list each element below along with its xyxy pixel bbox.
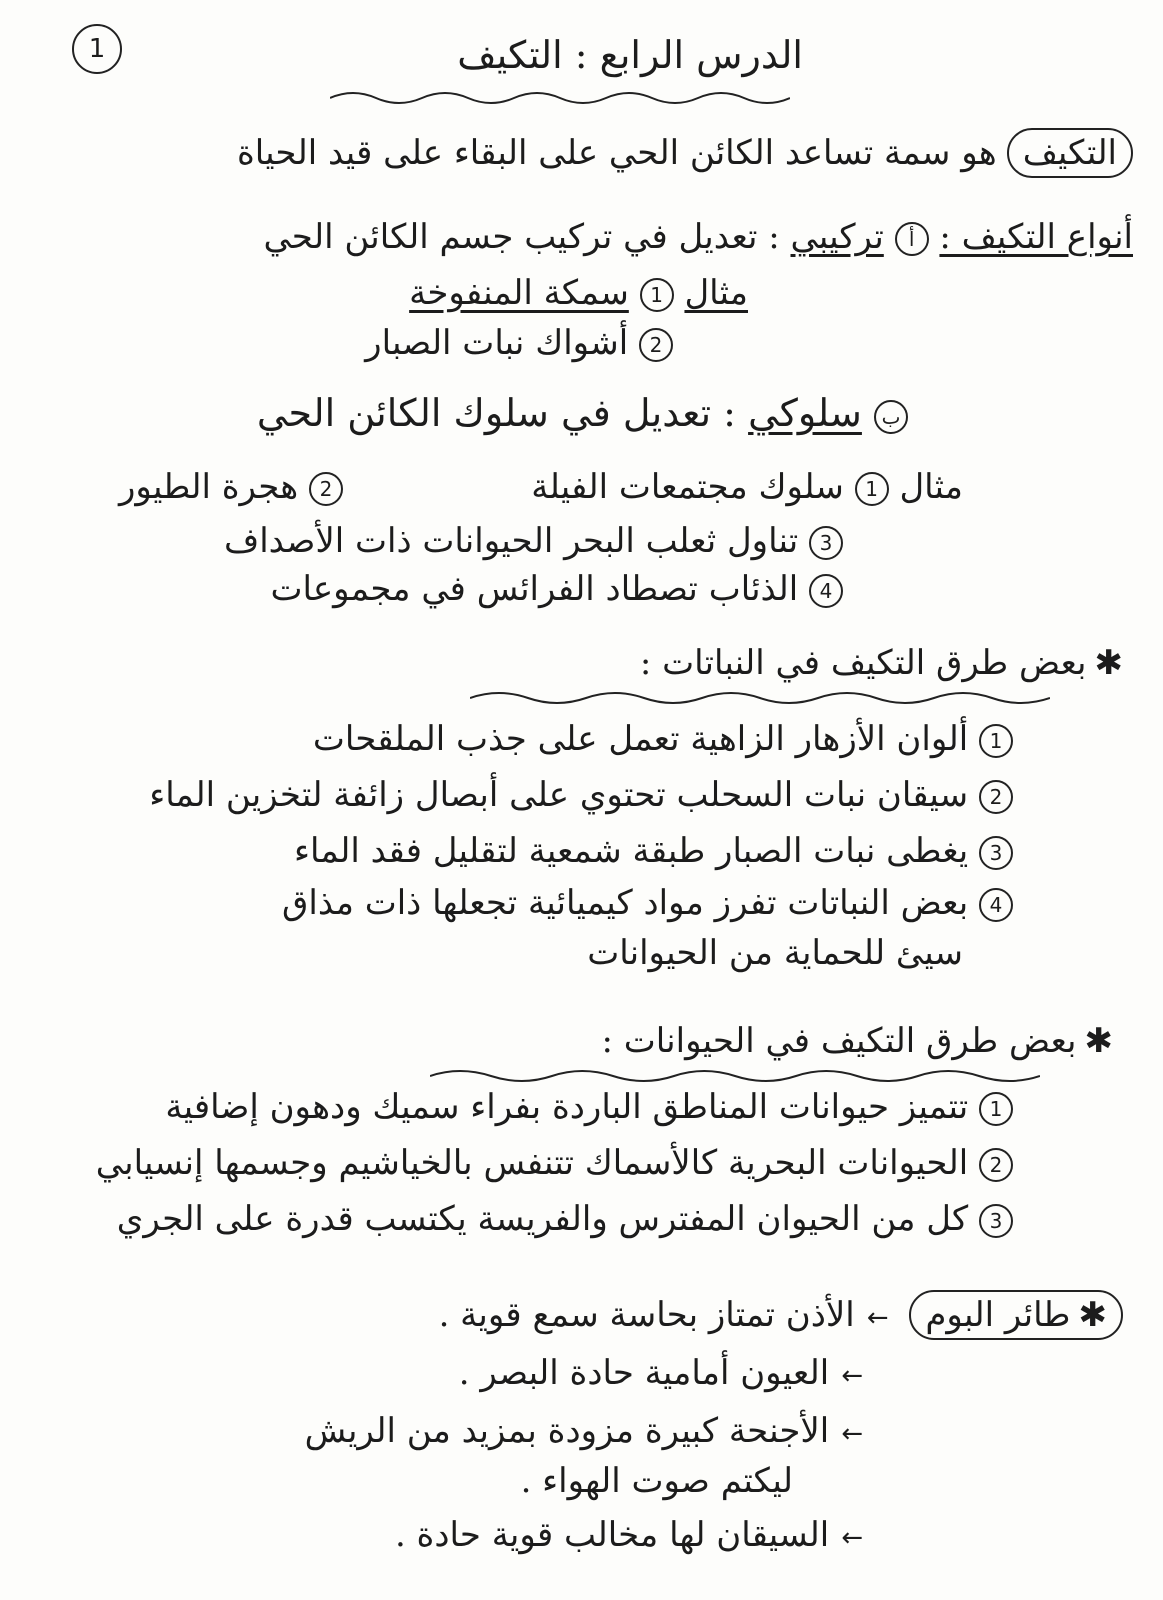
animals-item-2-text: الحيوانات البحرية كالأسماك تتنفس بالخياشيم وجسمها إنسيابي — [95, 1143, 969, 1183]
owl-line-1 — [439, 1290, 1123, 1341]
plants-item-1 — [313, 716, 1013, 762]
plants-heading-line — [640, 640, 1123, 686]
behavioral-example-1-number: 1 — [855, 472, 889, 506]
behavioral-example-2-number: 2 — [309, 472, 343, 506]
animals-item-3-text: كل من الحيوان المفترس والفريسة يكتسب قدرة على الجري — [116, 1199, 969, 1239]
structural-example-1-text: سمكة المنفوخة — [409, 273, 629, 313]
plants-item-4-continuation: سيئ للحماية من الحيوانات — [587, 933, 963, 973]
animals-item-3-number: 3 — [979, 1204, 1013, 1238]
behavioral-example-label: مثال — [899, 467, 963, 507]
plants-item-2 — [149, 772, 1013, 818]
definition-text: هو سمة تساعد الكائن الحي على البقاء على قيد الحياة — [236, 133, 997, 173]
animals-heading-underline — [430, 1066, 1040, 1086]
owl-item-3: الأجنحة كبيرة مزودة بمزيد من الريش — [304, 1411, 830, 1451]
animals-heading-line — [602, 1018, 1113, 1064]
owl-item-4: السيقان لها مخالب قوية حادة . — [394, 1515, 830, 1555]
plants-item-3-number: 3 — [979, 836, 1013, 870]
plants-item-1-number: 1 — [979, 724, 1013, 758]
star-icon: ✱ — [1078, 1295, 1107, 1335]
behavioral-example-1-text: سلوك مجتمعات الفيلة — [531, 467, 844, 507]
plants-heading: بعض طرق التكيف في النباتات : — [639, 643, 1087, 683]
animals-item-2-number: 2 — [979, 1148, 1013, 1182]
owl-label — [909, 1290, 1123, 1340]
definition-term: التكيف — [1007, 128, 1133, 178]
animals-item-1-number: 1 — [979, 1092, 1013, 1126]
types-heading: أنواع التكيف : — [939, 217, 1133, 257]
animals-item-1-text: تتميز حيوانات المناطق الباردة بفراء سميك ودهون إضافية — [165, 1087, 969, 1127]
owl-line-4 — [395, 1512, 863, 1561]
structural-example-2 — [365, 320, 673, 366]
structural-example-2-text: أشواك نبات الصبار — [365, 323, 629, 363]
structural-example-1-number: 1 — [640, 278, 674, 312]
animals-item-2 — [96, 1140, 1013, 1186]
structural-text: : تعديل في تركيب جسم الكائن الحي — [263, 217, 780, 257]
arrow-left-icon: ← — [841, 1523, 863, 1553]
behavioral-example-4-number: 4 — [809, 574, 843, 608]
plants-item-4 — [282, 880, 1013, 926]
plants-heading-underline — [470, 688, 1050, 708]
owl-item-2: العيون أمامية حادة البصر . — [458, 1353, 830, 1393]
owl-label-text: طائر البوم — [925, 1295, 1071, 1335]
behavioral-line — [257, 390, 908, 436]
animals-item-3 — [117, 1196, 1013, 1242]
behavioral-marker: ب — [874, 400, 908, 434]
behavioral-text: : تعديل في سلوك الكائن الحي — [256, 391, 736, 435]
plants-item-4-number: 4 — [979, 888, 1013, 922]
structural-example-1 — [409, 270, 748, 316]
structural-label: تركيبي — [790, 217, 884, 257]
animals-heading: بعض طرق التكيف في الحيوانات : — [601, 1021, 1077, 1061]
page-title: الدرس الرابع : التكيف — [457, 33, 803, 77]
behavioral-example-4-text: الذئاب تصطاد الفرائس في مجموعات — [270, 569, 799, 609]
behavioral-example-2 — [119, 464, 343, 510]
star-icon: ✱ — [1084, 1021, 1113, 1061]
owl-line-3 — [305, 1408, 863, 1457]
behavioral-example-2-text: هجرة الطيور — [118, 467, 299, 507]
structural-example-2-number: 2 — [639, 328, 673, 362]
behavioral-example-3 — [224, 518, 843, 564]
owl-line-2 — [459, 1350, 863, 1399]
owl-item-1: الأذن تمتاز بحاسة سمع قوية . — [438, 1295, 855, 1335]
arrow-left-icon: ← — [866, 1303, 889, 1333]
behavioral-example-3-text: تناول ثعلب البحر الحيوانات ذات الأصداف — [223, 521, 799, 561]
behavioral-example-4 — [270, 566, 843, 612]
plants-item-3 — [294, 828, 1013, 874]
plants-item-2-number: 2 — [979, 780, 1013, 814]
plants-item-2-text: سيقان نبات السحلب تحتوي على أبصال زائفة لتخزين الماء — [149, 775, 969, 815]
structural-marker: أ — [895, 222, 929, 256]
title-underline — [330, 88, 790, 108]
arrow-left-icon: ← — [841, 1361, 863, 1391]
types-structural-line — [263, 214, 1133, 260]
plants-item-4-text: بعض النباتات تفرز مواد كيميائية تجعلها ذات مذاق — [282, 883, 969, 923]
structural-example-label: مثال — [684, 273, 748, 313]
behavioral-label: سلوكي — [748, 391, 862, 435]
star-icon: ✱ — [1094, 643, 1123, 683]
definition-line — [237, 128, 1133, 178]
behavioral-example-1 — [531, 464, 963, 510]
animals-item-1 — [165, 1084, 1013, 1130]
behavioral-example-3-number: 3 — [809, 526, 843, 560]
plants-item-1-text: ألوان الأزهار الزاهية تعمل على جذب الملقحات — [312, 719, 969, 759]
owl-item-3-continuation: ليكتم صوت الهواء . — [520, 1461, 793, 1501]
arrow-left-icon: ← — [841, 1419, 863, 1449]
page-number: 1 — [72, 24, 122, 74]
plants-item-3-text: يغطى نبات الصبار طبقة شمعية لتقليل فقد الماء — [294, 831, 969, 871]
